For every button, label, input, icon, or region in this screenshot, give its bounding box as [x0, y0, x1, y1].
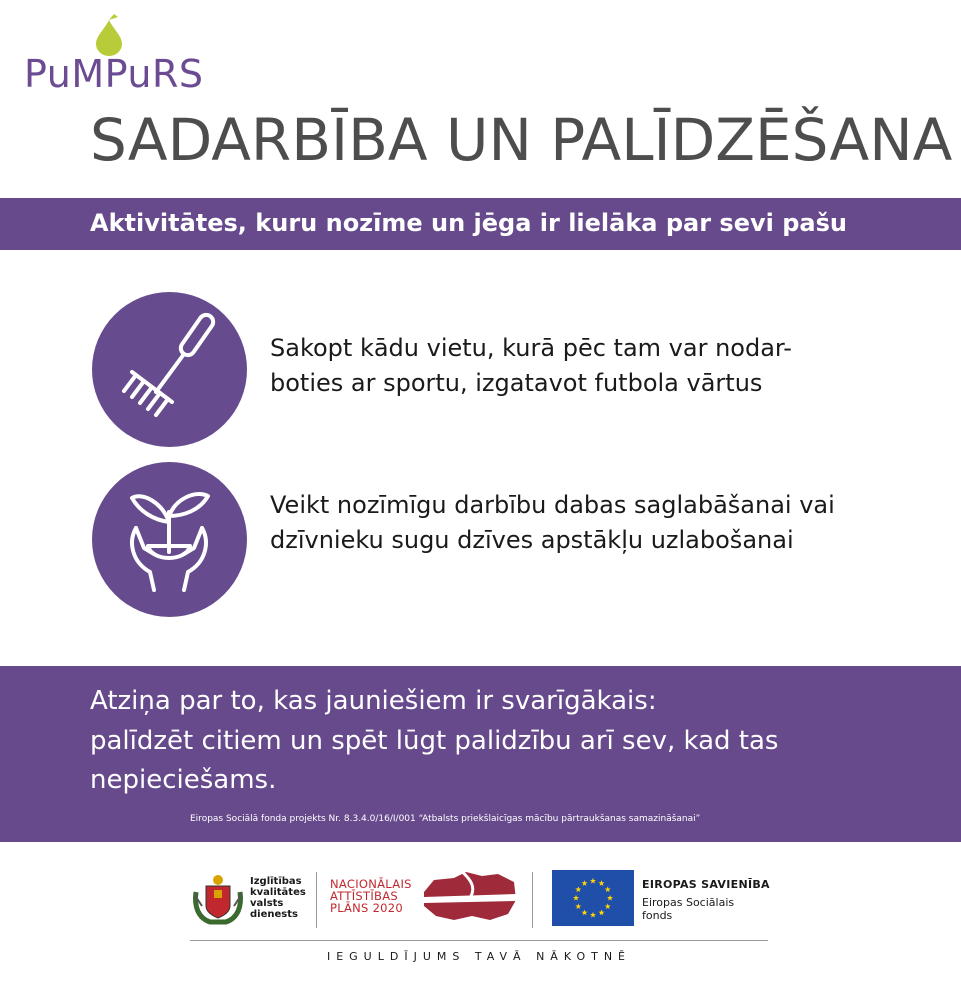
ikvd-line-4: dienests: [250, 909, 298, 920]
eu-star-icon: [607, 895, 613, 901]
footer-rule: [190, 940, 768, 941]
page-title: SADARBĪBA UN PALĪDZĒŠANA: [90, 106, 953, 174]
item-text-1: [270, 331, 792, 401]
eu-star-icon: [575, 903, 581, 909]
nap-line-1: NACIONĀLAIS: [330, 877, 412, 891]
quote-line-1: Atziņa par to, kas jauniešiem ir svarīgākais:: [90, 686, 657, 716]
item-2-line-2: dzīvnieku sugu dzīves apstākļu uzlabošanai: [270, 526, 794, 554]
nap-line-3: PLĀNS 2020: [330, 901, 404, 915]
item-1-line-1: Sakopt kādu vietu, kurā pēc tam var nodar-: [270, 334, 792, 362]
quote-band: [0, 666, 961, 842]
eu-star-icon: [575, 886, 581, 892]
eu-star-icon: [590, 878, 596, 884]
nap-label: [330, 878, 412, 914]
eu-star-icon: [573, 895, 579, 901]
coat-of-arms-icon: [190, 872, 246, 930]
eu-star-icon: [605, 886, 611, 892]
eu-star-icon: [590, 912, 596, 918]
eu-sub-line-1: Eiropas Sociālais: [642, 896, 735, 909]
eu-flag-icon: [552, 870, 634, 926]
eu-star-icon: [605, 903, 611, 909]
rake-icon: [92, 292, 247, 447]
eu-star-icon: [581, 910, 587, 916]
partner-logos: [0, 860, 961, 940]
ikvd-line-1: Izglītības: [250, 876, 302, 887]
brand-logo: PuMPuRS: [24, 52, 204, 96]
seedling-hands-icon: [92, 462, 247, 617]
eu-star-icon: [598, 910, 604, 916]
item-1-line-2: boties ar sportu, izgatavot futbola vārtus: [270, 369, 763, 397]
eu-title: EIROPAS SAVIENĪBA: [642, 878, 770, 891]
project-footnote: Eiropas Sociālā fonda projekts Nr. 8.3.4.0/16/I/001 “Atbalsts priekšlaicīgas mācību pārtraukšanas samazināšanai”: [190, 814, 701, 824]
eu-star-icon: [581, 880, 587, 886]
item-2-line-1: Veikt nozīmīgu darbību dabas saglabāšanai vai: [270, 491, 835, 519]
eu-star-icon: [598, 880, 604, 886]
item-text-2: [270, 488, 835, 558]
eu-subtitle: [642, 896, 734, 922]
quote-line-2: palīdzēt citiem un spēt lūgt palidzību arī sev, kad tas: [90, 726, 779, 756]
subtitle-band: [0, 198, 961, 250]
divider: [316, 872, 317, 928]
nap-line-2: ATTĪSTĪBAS: [330, 889, 398, 903]
divider: [532, 872, 533, 928]
ikvd-line-2: kvalitātes: [250, 887, 306, 898]
latvia-map-icon: [420, 870, 520, 928]
slogan: IEGULDĪJUMS TAVĀ NĀKOTNĒ: [326, 950, 632, 963]
ikvd-line-3: valsts: [250, 898, 284, 909]
eu-sub-line-2: fonds: [642, 909, 673, 922]
ikvd-label: [250, 876, 306, 920]
quote-line-3: nepieciešams.: [90, 765, 277, 795]
subtitle-text: Aktivitātes, kuru nozīme un jēga ir lielāka par sevi pašu: [90, 209, 847, 237]
